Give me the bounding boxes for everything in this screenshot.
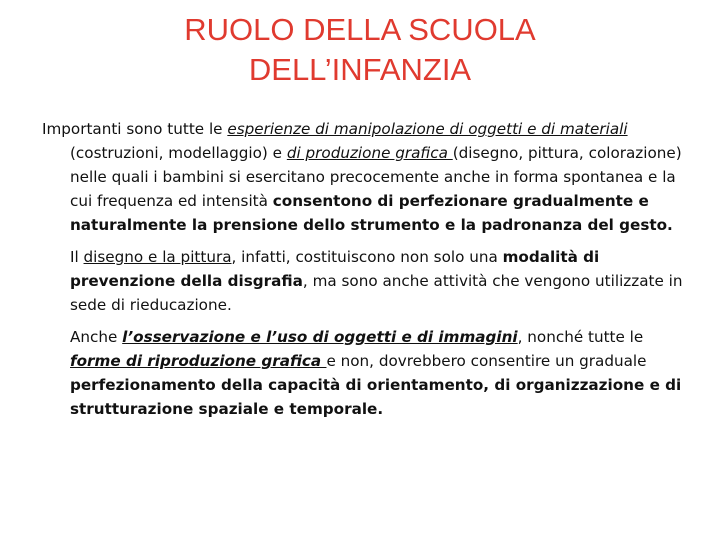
slide-body: [42, 117, 692, 429]
p1-text-3: (disegno, pittura, colorazione) nelle quali i bambini si esercitano precocemente anche in forma spontanea e la cui frequenza ed intensità: [70, 144, 682, 210]
p3-text-2: , nonché tutte le: [517, 328, 644, 346]
p3-text-1: Anche: [70, 328, 123, 346]
p2-underlined: disegno e la pittura: [83, 248, 232, 266]
p2-text-2: , infatti, costituiscono non solo una: [231, 248, 503, 266]
paragraph-2: [42, 245, 692, 317]
p1-text-2: (costruzioni, modellaggio) e: [70, 144, 287, 162]
p3-text-3: e non, dovrebbero consentire un graduale: [326, 352, 647, 370]
paragraph-1: [42, 117, 692, 237]
title-line-1: RUOLO DELLA SCUOLA: [184, 12, 536, 47]
p3-underlined-bold-italic-2: forme di riproduzione grafica: [70, 352, 327, 370]
p2-text-1: Il: [70, 248, 84, 266]
p1-text-1: Importanti sono tutte le: [42, 120, 228, 138]
p1-underlined-italic-1: esperienze di manipolazione di oggetti e di materiali: [227, 120, 628, 138]
p2-text-3: , ma sono anche attività che vengono utilizzate in sede di rieducazione.: [70, 272, 683, 314]
paragraph-3: [42, 325, 692, 421]
p1-underlined-italic-2: di produzione grafica: [286, 144, 453, 162]
p2-bold-text: modalità di prevenzione della disgrafia: [70, 248, 600, 290]
p3-bold-text: perfezionamento della capacità di orientamento, di organizzazione e di strutturazione spaziale e temporale.: [70, 376, 682, 418]
p3-underlined-bold-italic: l’osservazione e l’uso di oggetti e di immagini: [122, 328, 518, 346]
p1-bold-text: consentono di perfezionare gradualmente e naturalmente la prensione dello strumento e la padronanza del gesto.: [70, 192, 673, 234]
slide-title: [0, 10, 720, 90]
title-line-2: DELL’INFANZIA: [248, 52, 472, 87]
